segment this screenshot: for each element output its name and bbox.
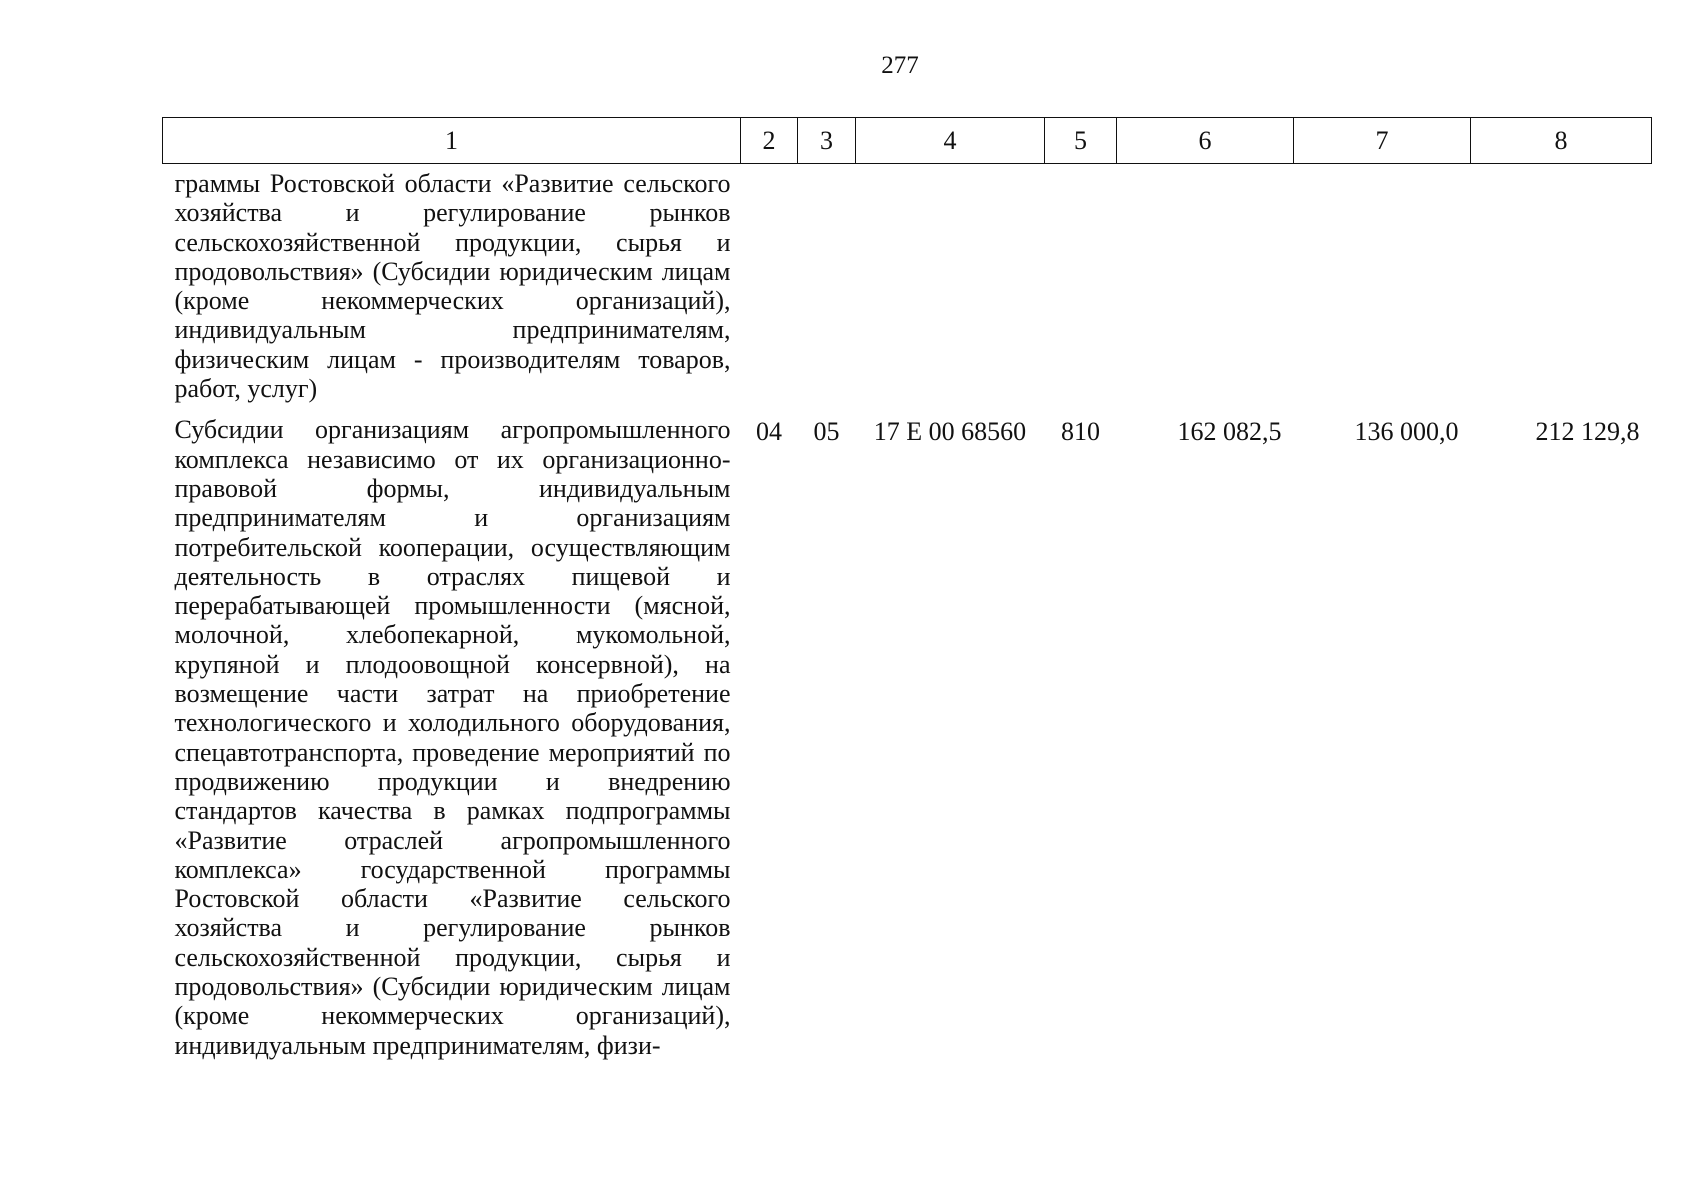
row-section-code: 04 — [756, 417, 782, 447]
row-subsection-code: 05 — [813, 417, 840, 447]
row-subsection-code — [798, 164, 856, 404]
column-header-2: 2 — [741, 118, 798, 164]
budget-table — [162, 117, 1652, 1060]
column-header-6: 6 — [1117, 118, 1294, 164]
row-amount-col7: 136 000,0 — [1354, 417, 1459, 447]
row-expense-type: 810 — [1061, 417, 1100, 447]
row-amount-col6: 162 082,5 — [1177, 417, 1282, 447]
row-amount-col7 — [1294, 164, 1471, 404]
column-header-5: 5 — [1045, 118, 1117, 164]
column-header-3: 3 — [798, 118, 856, 164]
row-target-article: 17 Е 00 68560 — [873, 417, 1027, 447]
table-header-row — [163, 118, 1652, 164]
row-section-code — [741, 164, 798, 404]
row-amount-col8 — [1471, 164, 1652, 404]
column-header-1: 1 — [163, 118, 741, 164]
column-header-7: 7 — [1294, 118, 1471, 164]
column-header-8: 8 — [1471, 118, 1652, 164]
page-number: 277 — [881, 52, 919, 79]
row-target-article — [856, 164, 1045, 404]
table-row — [163, 403, 1652, 1060]
row-description: Субсидии организациям агропромышленного комплекса независимо от их организационно-правовой формы, индивидуальным предпринимателям и организациям потребительской кооперации, осуществляющим деятельность в отраслях пищевой и перерабатывающей промышленности (мясной, молочной, хлебопекарной, мукомольной, крупяной и плодоовощной консервной), на возмещение части затрат на приобретение технологического и холодильного оборудования, спецавтотранспорта, проведение мероприятий по продвижению продукции и внедрению стандартов качества в рамках подпрограммы «Развитие отраслей агропромышленного комплекса» государственной программы Ростовской области «Развитие сельского хозяйства и регулирование рынков сельскохозяйственной продукции, сырья и продовольствия» (Субсидии юридическим лицам (кроме некоммерческих организаций), индивидуальным предпринимателям, физи- — [174, 415, 731, 1060]
row-amount-col8: 212 129,8 — [1535, 417, 1640, 447]
table-row — [163, 164, 1652, 404]
row-description: граммы Ростовской области «Развитие сельского хозяйства и регулирование рынков сельскохозяйственной продукции, сырья и продовольствия» (Субсидии юридическим лицам (кроме некоммерческих организаций), индивидуальным предпринимателям, физическим лицам - производителям товаров, работ, услуг) — [174, 169, 731, 404]
row-amount-col6 — [1117, 164, 1294, 404]
row-expense-type — [1045, 164, 1117, 404]
column-header-4: 4 — [856, 118, 1045, 164]
